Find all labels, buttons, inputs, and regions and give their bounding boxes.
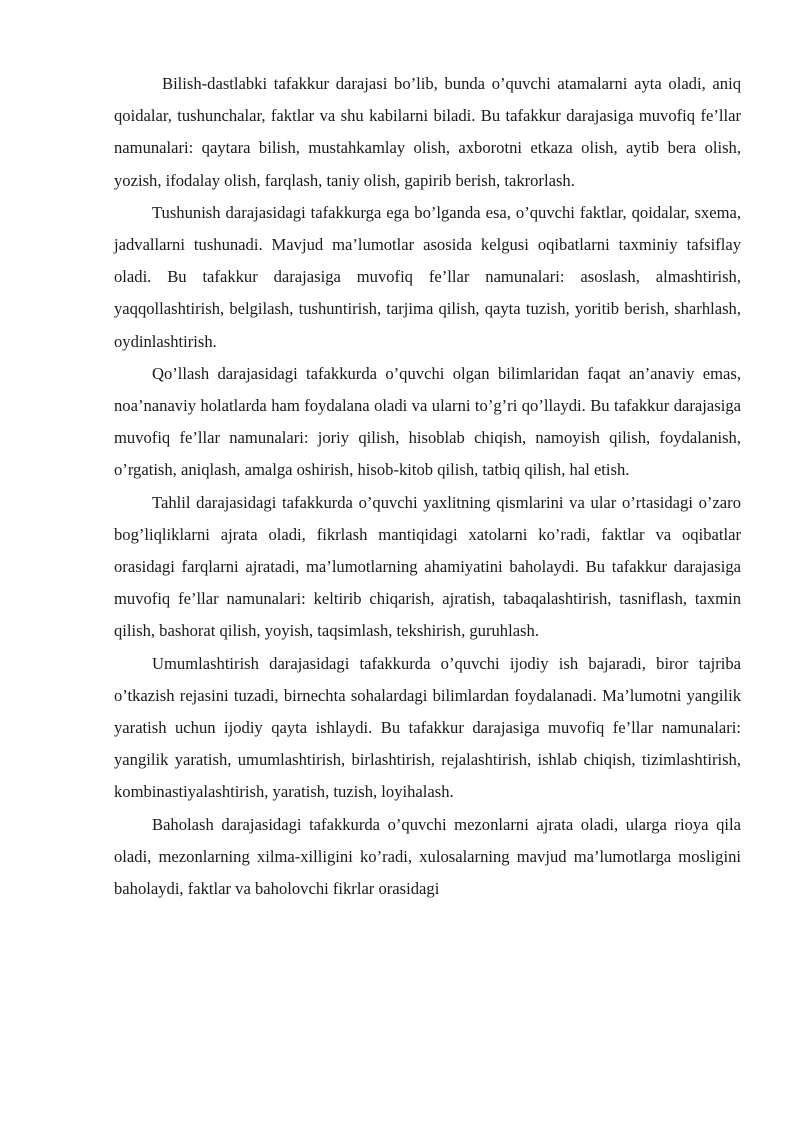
paragraph-umumlashtirish: Umumlashtirish darajasidagi tafakkurda o’quvchi ijodiy ish bajaradi, biror tajriba o’tkazish rejasini tuzadi, birnechta sohalardagi bilimlardan foydalanadi. Ma’lumotni yangilik yaratish uchun ijodiy qayta ishlaydi. Bu tafakkur darajasiga muvofiq fe’llar namunalari: yangilik yaratish, umumlashtirish, birlashtirish, rejalashtirish, ishlab chiqish, tizimlashtirish, kombinastiyalashtirish, yaratish, tuzish, loyihalash.	[114, 653, 741, 802]
paragraph-tahlil: Tahlil darajasidagi tafakkurda o’quvchi yaxlitning qismlarini va ular o’rtasidagi o’zaro bog’liqliklarni ajrata oladi, fikrlash mantiqidagi xatolarni ko’radi, faktlar va oqibatlar orasidagi farqlarni ajratadi, ma’lumotlarning ahamiyatini baholaydi. Bu tafakkur darajasiga muvofiq fe’llar namunalari: keltirib chiqarish, ajratish, tabaqalashtirish, tasniflash, taxmin qilish, bashorat qilish, yoyish, taqsimlash, tekshirish, guruhlash.	[114, 492, 741, 641]
paragraph-baholash: Baholash darajasidagi tafakkurda o’quvchi mezonlarni ajrata oladi, ularga rioya qila oladi, mezonlarning xilma-xilligini ko’radi, xulosalarning mavjud ma’lumotlarga mosligini baholaydi, faktlar va baholovchi fikrlar orasidagi	[114, 814, 741, 899]
document-page	[114, 68, 741, 905]
paragraph-bilish: Bilish-dastlabki tafakkur darajasi bo’lib, bunda o’quvchi atamalarni ayta oladi, aniq qoidalar, tushunchalar, faktlar va shu kabilarni biladi. Bu tafakkur darajasiga muvofiq fe’llar namunalari: qaytara bilish, mustahkamlay olish, axborotni etkaza olish, aytib bera olish, yozish, ifodalay olish, farqlash, taniy olish, gapirib berish, takrorlash.	[114, 74, 741, 190]
paragraph-qollash: Qo’llash darajasidagi tafakkurda o’quvchi olgan bilimlaridan faqat an’anaviy emas, noa’nanaviy holatlarda ham foydalana oladi va ularni to’g’ri qo’llaydi. Bu tafakkur darajasiga muvofiq fe’llar namunalari: joriy qilish, hisoblab chiqish, namoyish qilish, foydalanish, o’rgatish, aniqlash, amalga oshirish, hisob-kitob qilish, tatbiq qilish, hal etish.	[114, 363, 741, 480]
paragraph-tushunish: Tushunish darajasidagi tafakkurga ega bo’lganda esa, o’quvchi faktlar, qoidalar, sxema, jadvallarni tushunadi. Mavjud ma’lumotlar asosida kelgusi oqibatlarni taxminiy tafsiflay oladi. Bu tafakkur darajasiga muvofiq fe’llar namunalari: asoslash, almashtirish, yaqqollashtirish, belgilash, tushuntirish, tarjima qilish, qayta tuzish, yoritib berish, sharhlash, oydinlashtirish.	[114, 202, 741, 351]
